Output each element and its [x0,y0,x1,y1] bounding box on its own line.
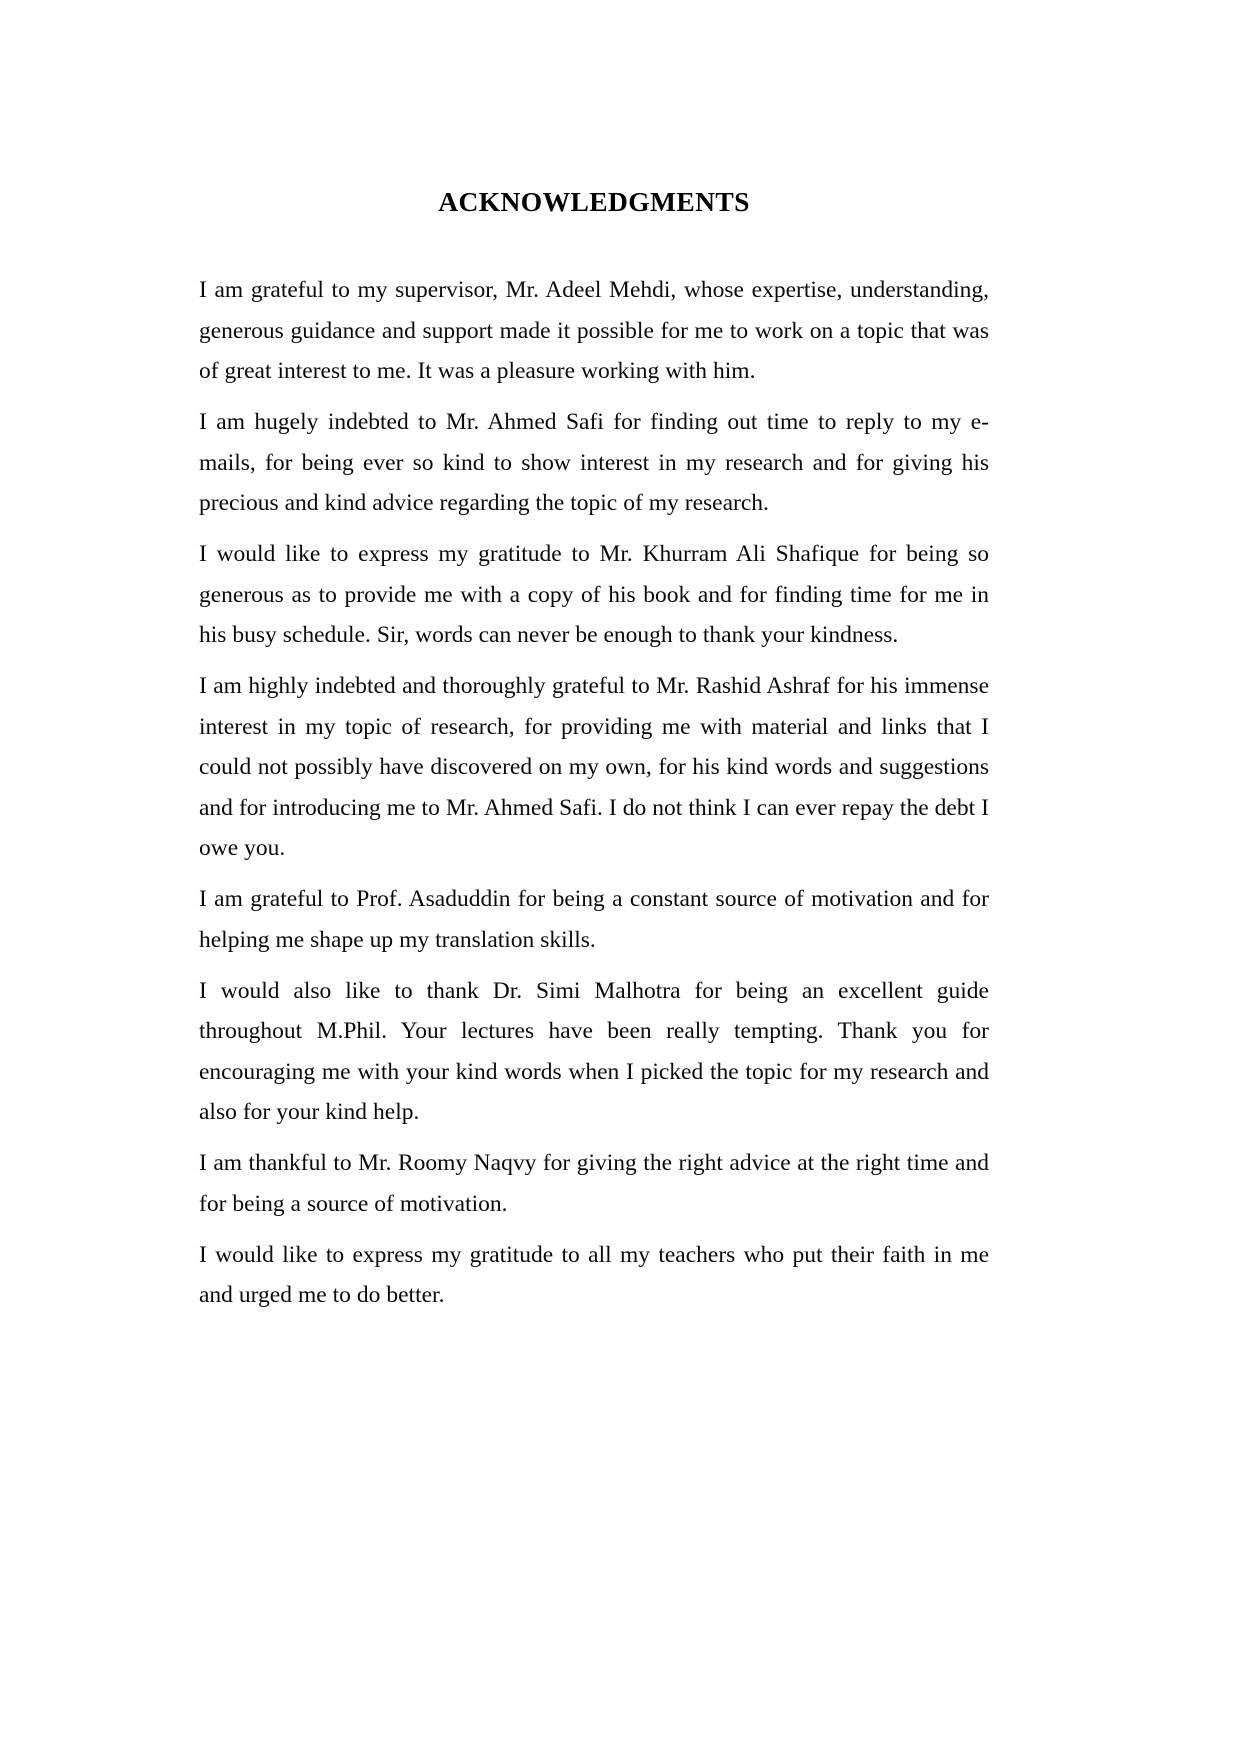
paragraph-khurram-ali-shafique: I would like to express my gratitude to Mr. Khurram Ali Shafique for being so generous as to provide me with a copy of his book and for finding time for me in his busy schedule. Sir, words can never be enough to thank your kindness. [199,541,989,648]
paragraph-simi-malhotra: I would also like to thank Dr. Simi Malhotra for being an excellent guide throughout M.Phil. Your lectures have been really tempting. Thank you for encouraging me with your kind words when I picked the topic for my research and also for your kind help. [199,977,989,1125]
paragraph-roomy-naqvy: I am thankful to Mr. Roomy Naqvy for giving the right advice at the right time and for being a source of motivation. [199,1150,989,1217]
page-title: ACKNOWLEDGMENTS [438,186,750,217]
paragraph-all-teachers: I would like to express my gratitude to all my teachers who put their faith in me and urged me to do better. [199,1241,989,1308]
paragraph-prof-asaduddin: I am grateful to Prof. Asaduddin for being a constant source of motivation and for helping me shape up my translation skills. [199,886,989,953]
paragraph-ahmed-safi: I am hugely indebted to Mr. Ahmed Safi for finding out time to reply to my e-mails, for being ever so kind to show interest in my research and for giving his precious and kind advice regarding the topic of my research. [199,409,989,516]
paragraph-rashid-ashraf: I am highly indebted and thoroughly grateful to Mr. Rashid Ashraf for his immense interest in my topic of research, for providing me with material and links that I could not possibly have discovered on my own, for his kind words and suggestions and for introducing me to Mr. Ahmed Safi. I do not think I can ever repay the debt I owe you. [199,673,989,861]
page-content [199,170,989,1316]
acknowledgments-body [199,270,989,1316]
paragraph-supervisor: I am grateful to my supervisor, Mr. Adeel Mehdi, whose expertise, understanding, generous guidance and support made it possible for me to work on a topic that was of great interest to me. It was a pleasure working with him. [199,277,989,384]
